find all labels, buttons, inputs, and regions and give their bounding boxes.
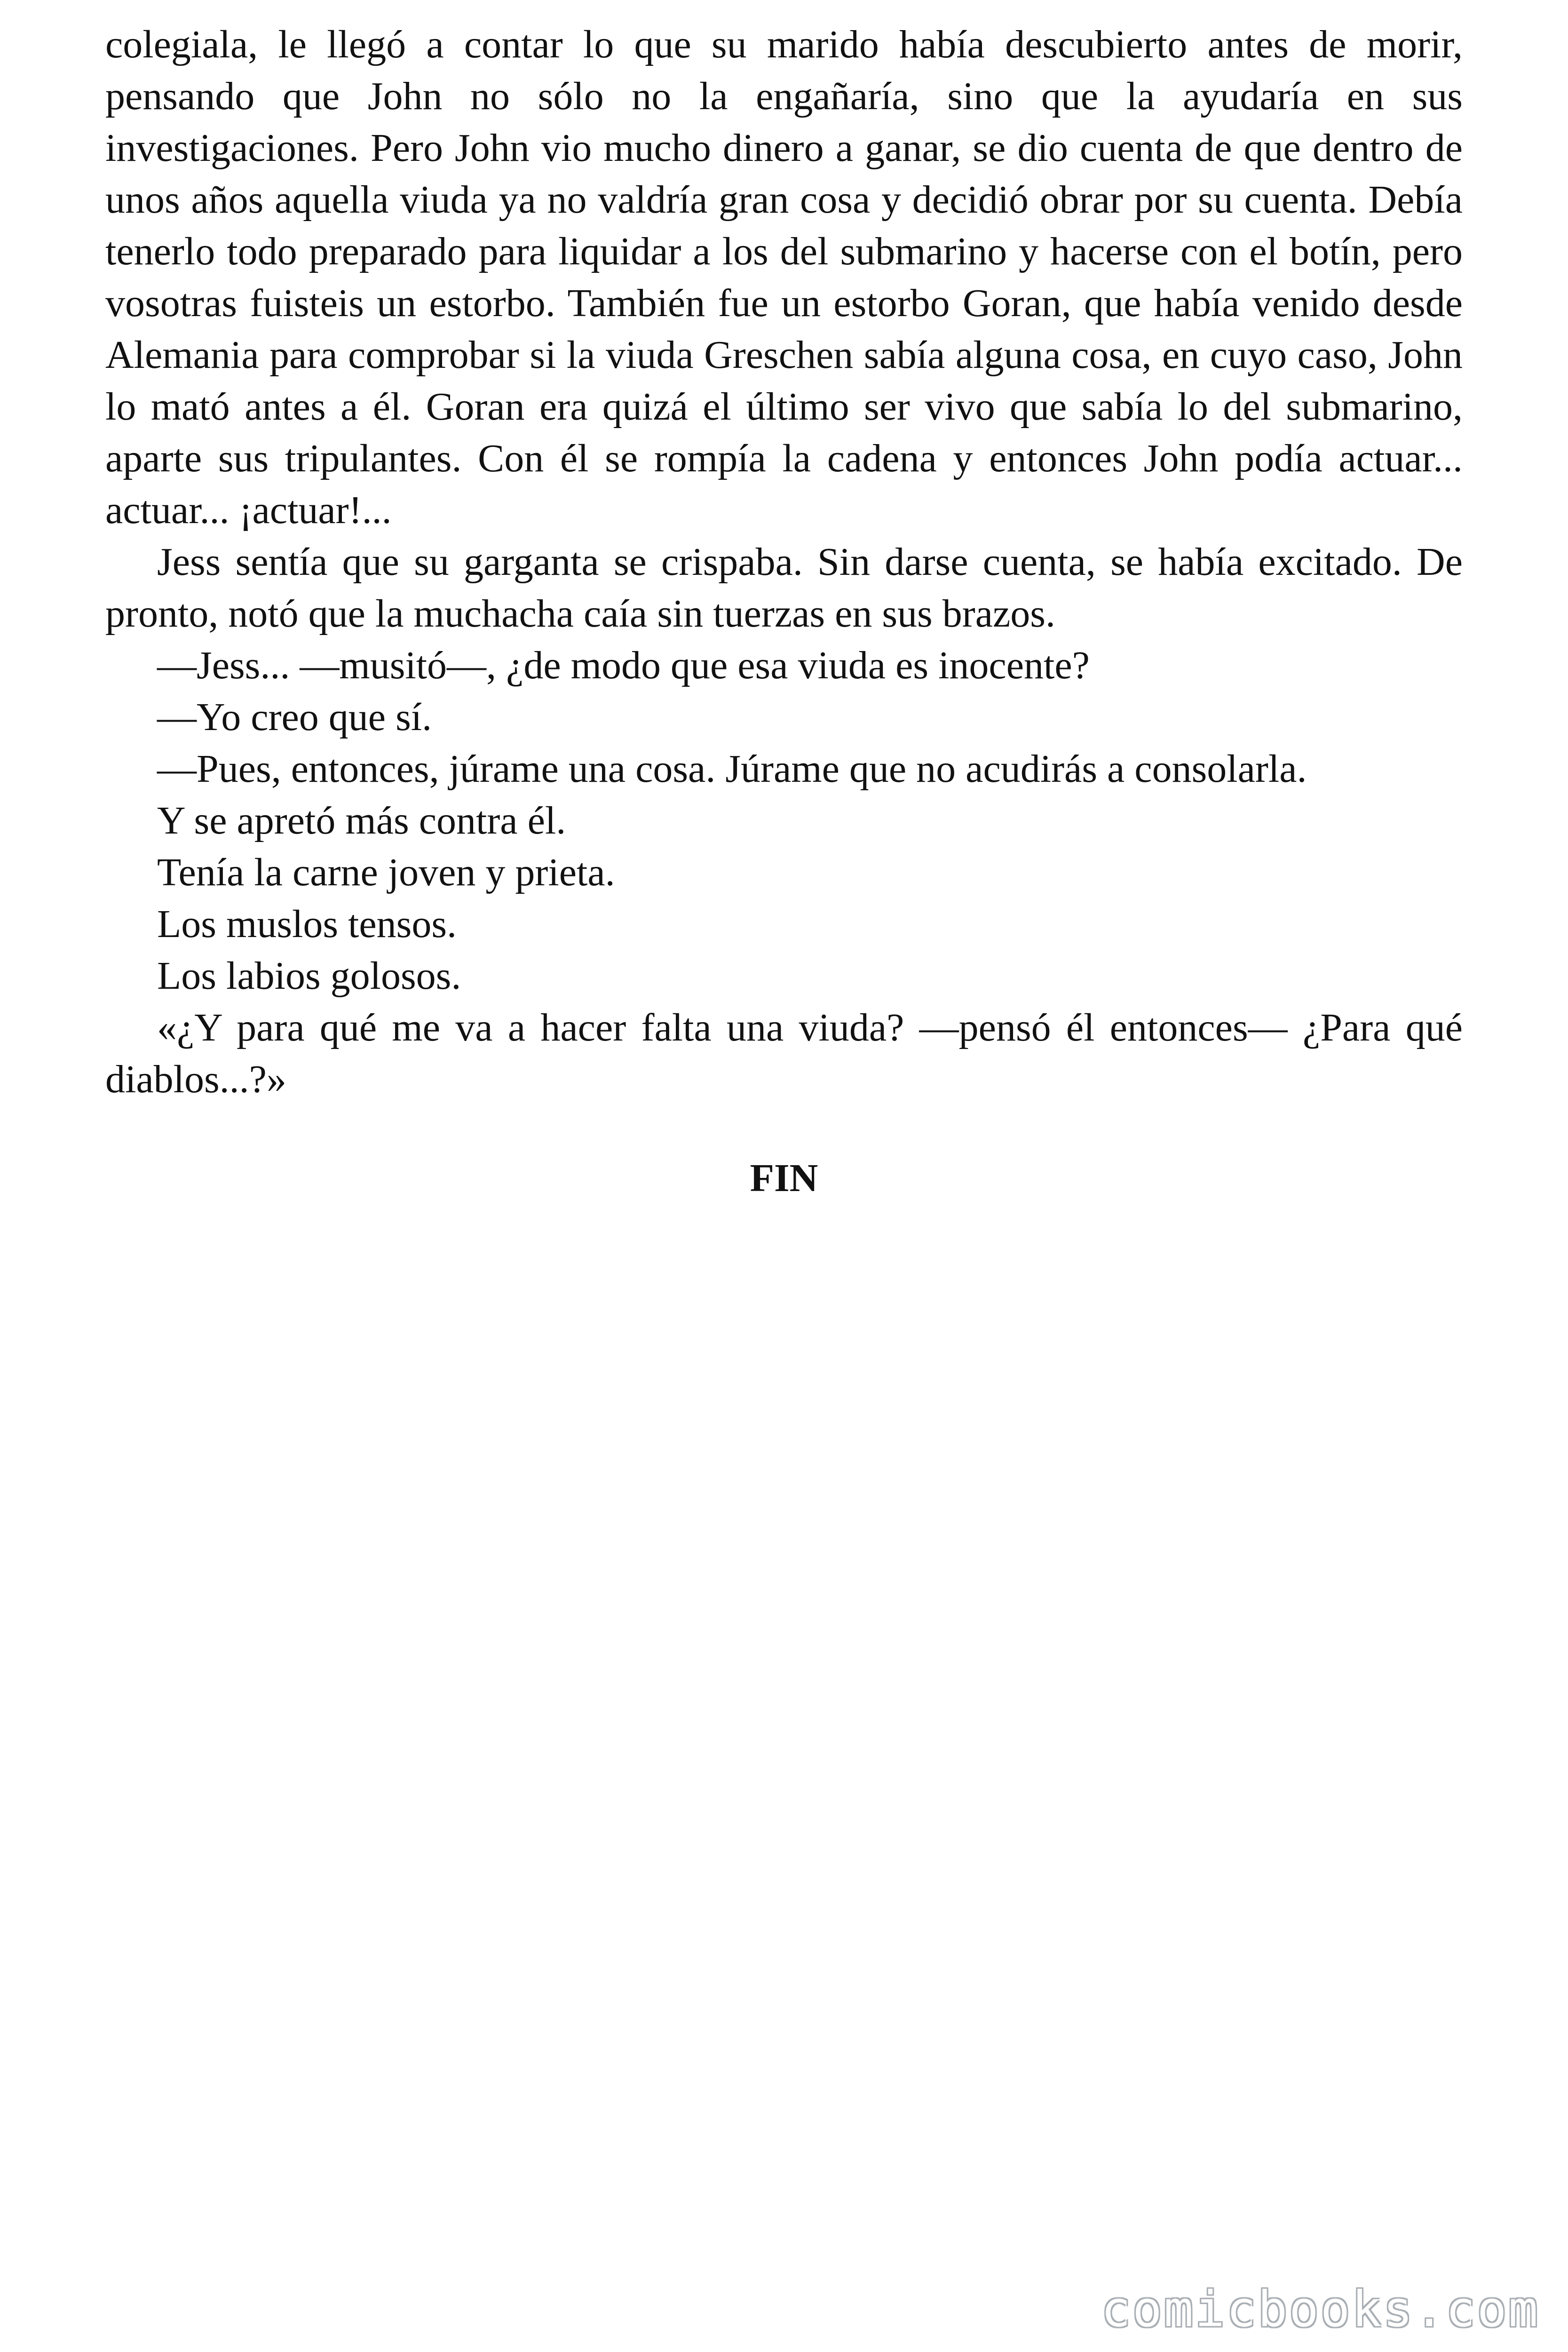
paragraph: Los labios golosos. xyxy=(157,954,461,998)
paragraph: Tenía la carne joven y prieta. xyxy=(157,850,615,894)
paragraph: Jess sentía que su garganta se crispaba. Sin darse cuenta, se había excitado. De pronto, notó que la muchacha caía sin tuerzas en sus brazos. xyxy=(105,540,1463,636)
dialogue-line: —Yo creo que sí. xyxy=(157,695,432,739)
watermark-logo: comicbooks.com xyxy=(1101,2280,1540,2338)
paragraph: Los muslos tensos. xyxy=(157,902,457,946)
paragraph: «¿Y para qué me va a hacer falta una viuda? —pensó él entonces— ¿Para qué diablos...?» xyxy=(105,1006,1463,1101)
dialogue-line: —Jess... —musitó—, ¿de modo que esa viuda es inocente? xyxy=(157,644,1090,687)
end-title: FIN xyxy=(750,1156,818,1200)
paragraph: Y se apretó más contra él. xyxy=(157,799,566,842)
dialogue-line: —Pues, entonces, júrame una cosa. Júrame que no acudirás a consolarla. xyxy=(157,747,1307,791)
body-text xyxy=(105,19,1463,1105)
paragraph-continuation: colegiala, le llegó a contar lo que su marido había descubierto antes de morir, pensando que John no sólo no la engañaría, sino que la ayudaría en sus investigaciones. Pero John vio mucho dinero a ganar, se dio cuenta de que dentro de unos años aquella viuda ya no valdría gran cosa y decidió obrar por su cuenta. Debía tenerlo todo preparado para liquidar a los del submarino y hacerse con el botín, pero vosotras fuisteis un estorbo. También fue un estorbo Goran, que había venido desde Alemania para comprobar si la viuda Greschen sabía alguna cosa, en cuyo caso, John lo mató antes a él. Goran era quizá el último ser vivo que sabía lo del submarino, aparte sus tripulantes. Con él se rompía la cadena y entonces John podía actuar... actuar... ¡actuar!... xyxy=(105,23,1463,532)
